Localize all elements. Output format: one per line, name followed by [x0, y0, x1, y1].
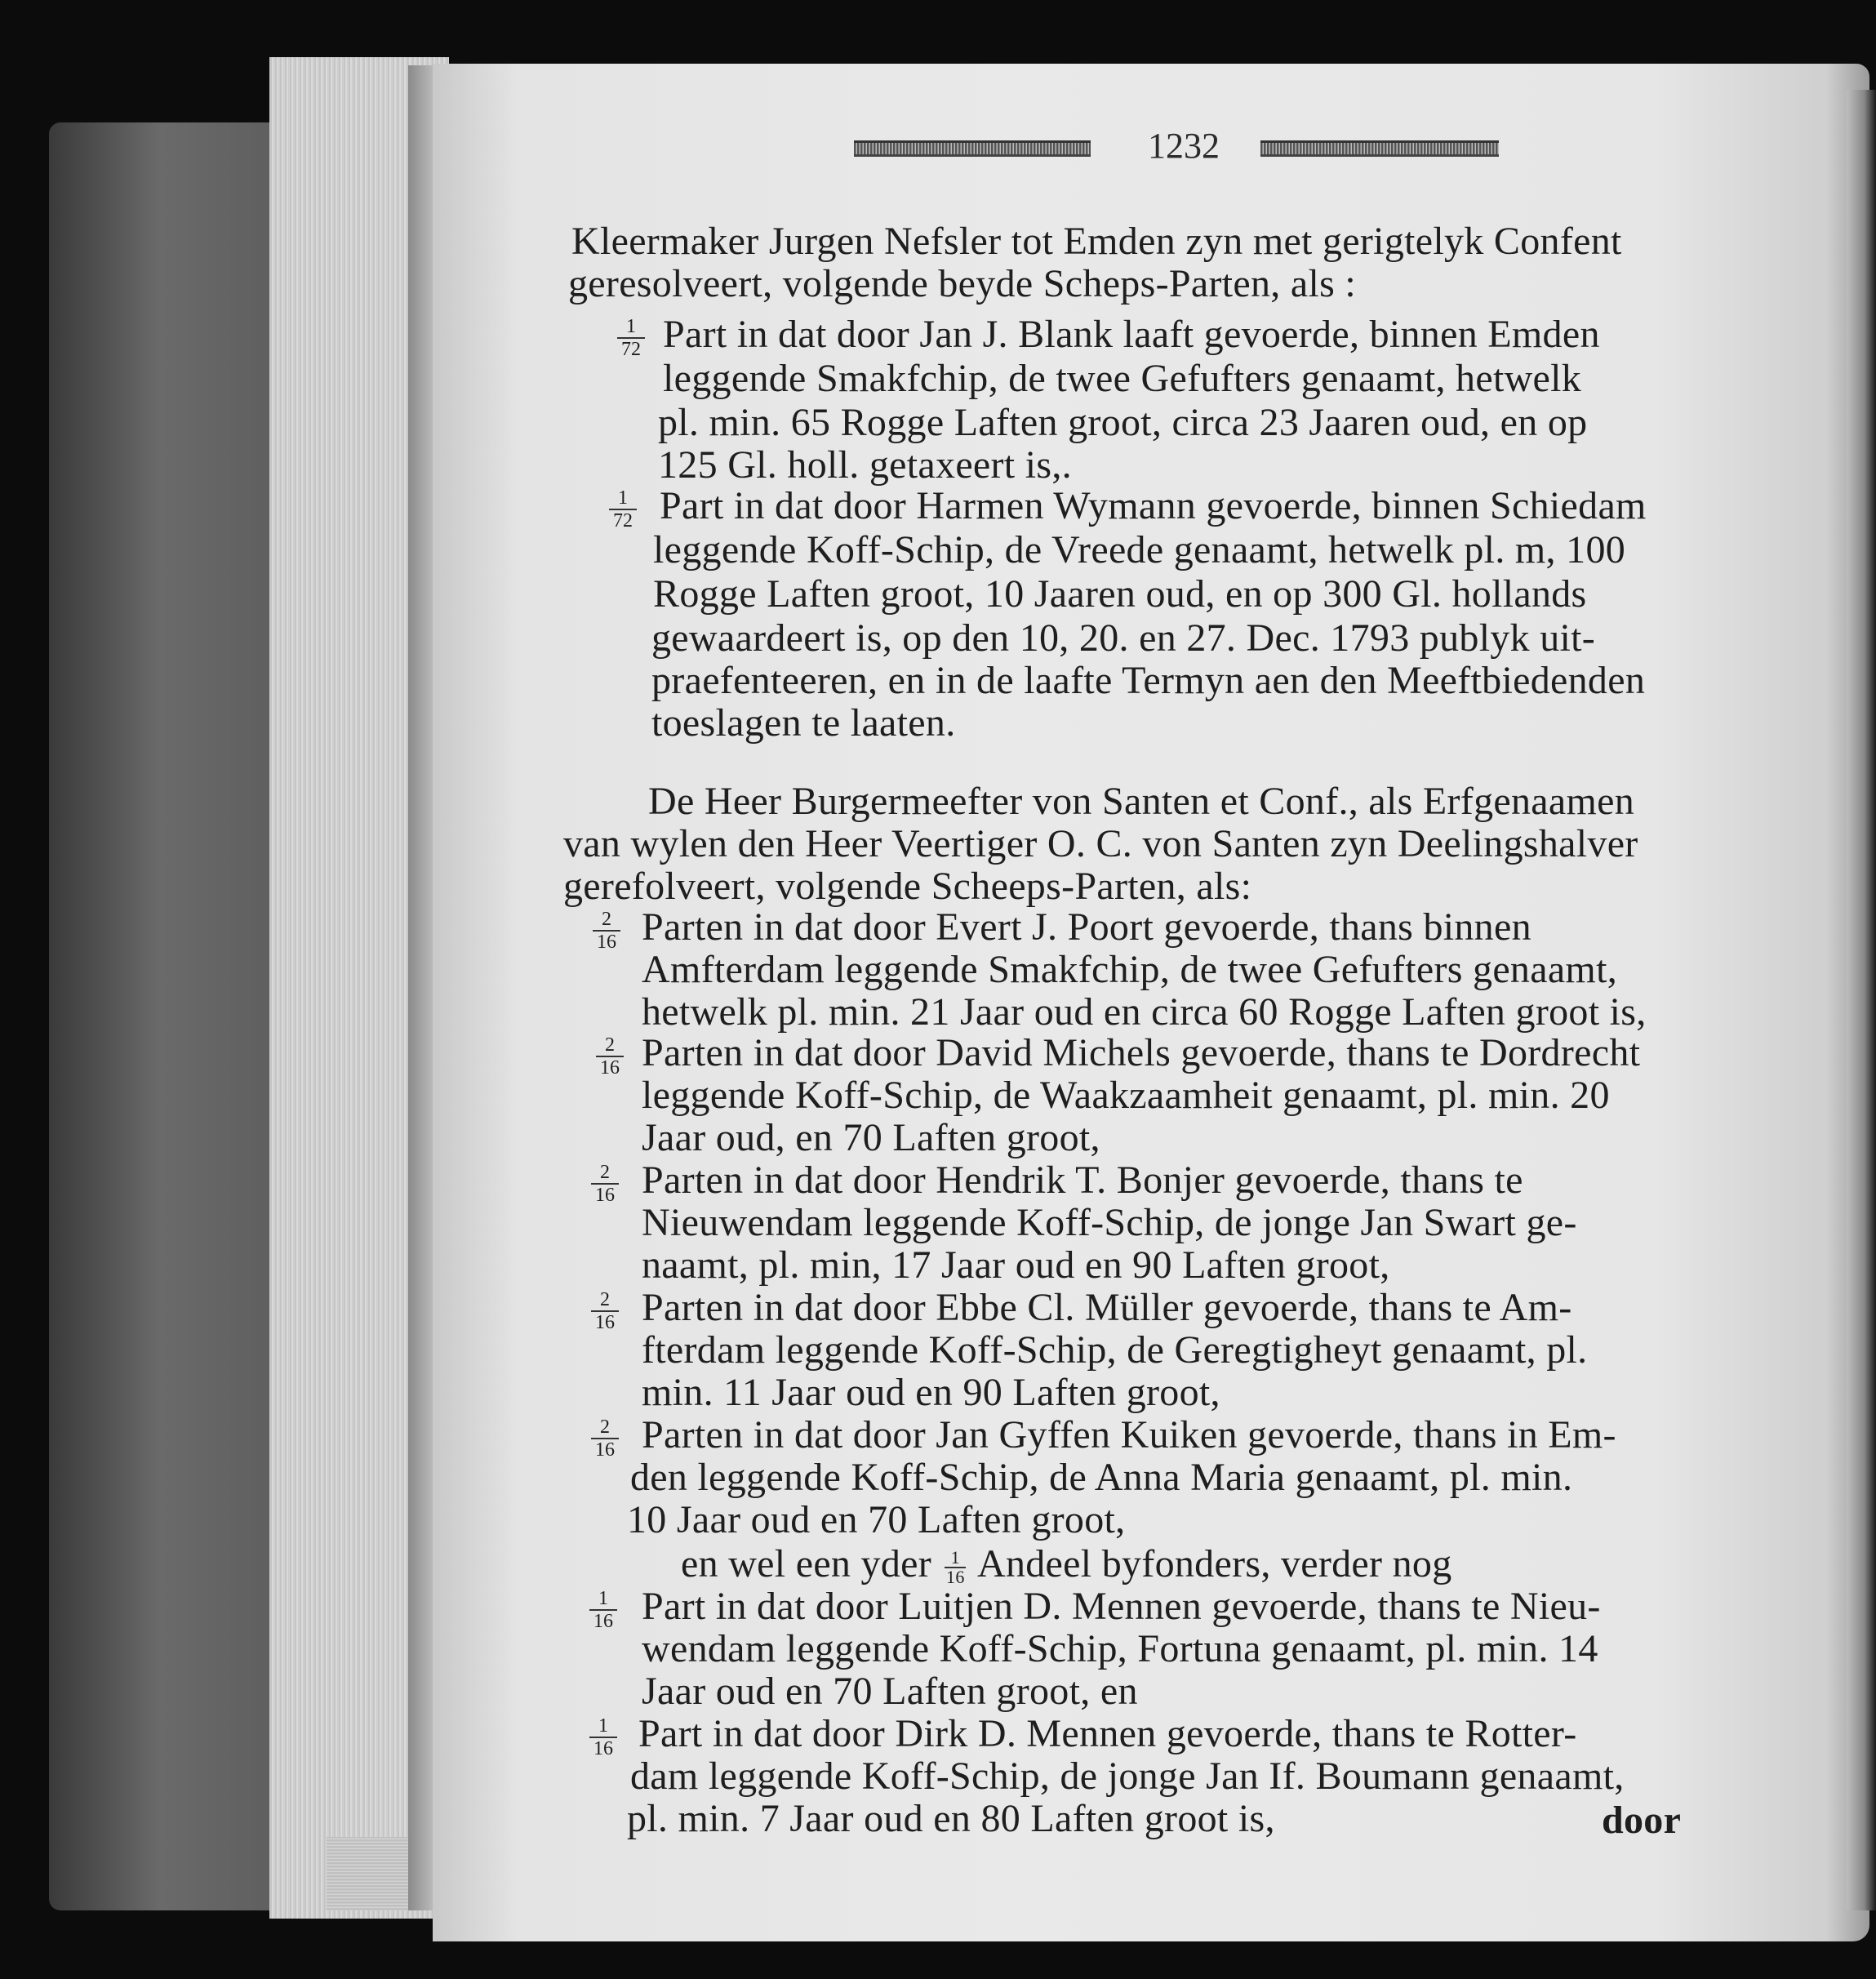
andeel-line [681, 1542, 1452, 1587]
item-line: pl. min. 7 Jaar oud en 80 Laften groot is, [627, 1797, 1275, 1840]
paragraph-2-intro-line: De Heer Burgermeefter von Santen et Conf., als Erfgenaamen [648, 780, 1635, 823]
paragraph-1-intro-line: Kleermaker Jurgen Nefsler tot Emden zyn met gerigtelyk Confent [571, 220, 1622, 263]
paragraph-2-intro-line: van wylen den Heer Veertiger O. C. von Santen zyn Deelingshalver [563, 822, 1638, 865]
fraction-2-16: $\frac{2}{16}$ [596, 1035, 624, 1078]
item-line: Parten in dat door Jan Gyffen Kuiken gevoerde, thans in Em- [642, 1413, 1616, 1456]
item-line: leggende Smakfchip, de twee Gefufters genaamt, hetwelk [663, 357, 1582, 400]
item-line: dam leggende Koff-Schip, de jonge Jan If. Boumann genaamt, [630, 1754, 1625, 1798]
item-line: Part in dat door Harmen Wymann gevoerde, binnen Schiedam [660, 484, 1647, 527]
item-line: Jaar oud en 70 Laften groot, en [642, 1670, 1138, 1713]
item-line: den leggende Koff-Schip, de Anna Maria genaamt, pl. min. [630, 1456, 1573, 1499]
fraction-1-16-inline: $\frac{1}{16}$ [946, 1546, 965, 1587]
header-rule-right [1260, 140, 1499, 157]
item-line: fterdam leggende Koff-Schip, de Geregtigheyt genaamt, pl. [642, 1328, 1588, 1372]
fraction-1-16: $\frac{1}{16}$ [589, 1716, 617, 1759]
page-number: 1232 [1148, 126, 1220, 166]
catchword: door [1602, 1799, 1682, 1842]
item-line: Rogge Laften groot, 10 Jaaren oud, en op 300 Gl. hollands [653, 572, 1587, 616]
item-line: Jaar oud, en 70 Laften groot, [642, 1116, 1100, 1159]
item-line: wendam leggende Koff-Schip, Fortuna genaamt, pl. min. 14 [642, 1627, 1598, 1670]
item-line: Part in dat door Jan J. Blank laaft gevoerde, binnen Emden [663, 313, 1600, 356]
paragraph-2-intro-line: gerefolveert, volgende Scheeps-Parten, als: [563, 865, 1252, 908]
fraction-1-16: $\frac{1}{16}$ [589, 1589, 617, 1631]
header-rule-left [854, 140, 1091, 157]
paragraph-1-intro-line: geresolveert, volgende beyde Scheps-Parten, als : [568, 262, 1357, 305]
fraction-1-72: $\frac{1}{72}$ [617, 317, 645, 359]
fraction-2-16: $\frac{2}{16}$ [593, 909, 620, 952]
item-line: pl. min. 65 Rogge Laften groot, circa 23 Jaaren oud, en op [658, 401, 1588, 444]
item-line: Part in dat door Luitjen D. Mennen gevoerde, thans te Nieu- [642, 1585, 1601, 1628]
fraction-2-16: $\frac{2}{16}$ [591, 1417, 619, 1460]
item-line: Parten in dat door Ebbe Cl. Müller gevoerde, thans te Am- [642, 1286, 1572, 1329]
item-line: praefenteeren, en in de laafte Termyn aen den Meeftbiedenden [651, 659, 1646, 702]
item-line: Parten in dat door Hendrik T. Bonjer gevoerde, thans te [642, 1158, 1523, 1202]
item-line: naamt, pl. min, 17 Jaar oud en 90 Laften groot, [642, 1243, 1390, 1287]
andeel-after: Andeel byfonders, verder nog [976, 1542, 1452, 1585]
andeel-before: en wel een yder [681, 1542, 932, 1585]
item-line: 10 Jaar oud en 70 Laften groot, [627, 1498, 1126, 1541]
item-line: Parten in dat door Evert J. Poort gevoerde, thans binnen [642, 905, 1531, 949]
item-line: hetwelk pl. min. 21 Jaar oud en circa 60 Rogge Laften groot is, [642, 990, 1647, 1034]
item-line: toeslagen te laaten. [651, 701, 956, 745]
item-line: Nieuwendam leggende Koff-Schip, de jonge Jan Swart ge- [642, 1201, 1577, 1244]
item-line: gewaardeert is, op den 10, 20. en 27. Dec. 1793 publyk uit- [651, 616, 1596, 660]
item-line: 125 Gl. holl. getaxeert is,. [658, 443, 1072, 487]
page-right-edge [1847, 90, 1876, 1910]
item-line: leggende Koff-Schip, de Waakzaamheit genaamt, pl. min. 20 [642, 1074, 1610, 1117]
item-line: leggende Koff-Schip, de Vreede genaamt, hetwelk pl. m, 100 [653, 528, 1626, 571]
item-line: min. 11 Jaar oud en 90 Laften groot, [642, 1371, 1220, 1414]
fraction-2-16: $\frac{2}{16}$ [591, 1290, 619, 1332]
fraction-2-16: $\frac{2}{16}$ [591, 1163, 619, 1205]
item-line: Amfterdam leggende Smakfchip, de twee Gefufters genaamt, [642, 948, 1618, 991]
item-line: Parten in dat door David Michels gevoerde, thans te Dordrecht [642, 1031, 1641, 1074]
item-line: Part in dat door Dirk D. Mennen gevoerde, thans te Rotter- [638, 1712, 1577, 1755]
fraction-1-72: $\frac{1}{72}$ [609, 488, 637, 531]
